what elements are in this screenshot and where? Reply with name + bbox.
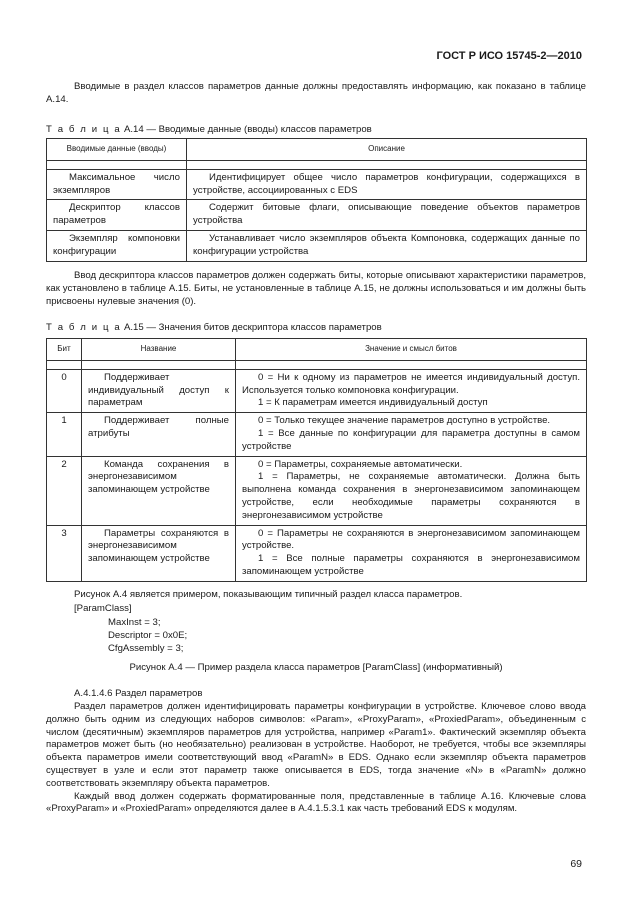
code-line: MaxInst = 3; bbox=[108, 617, 161, 628]
table15-cell-name: Команда сохранения в энергонезависимом запоминающем устройстве bbox=[82, 456, 236, 525]
table14-header-row bbox=[47, 139, 587, 161]
table15-header-name: Название bbox=[82, 339, 236, 361]
table14-cell-name: Экземпляр компоновки конфигурации bbox=[47, 230, 187, 261]
table-row bbox=[47, 525, 587, 581]
table-row bbox=[47, 369, 587, 412]
intro-paragraph: Вводимые в раздел классов параметров данные должны предоставлять информацию, как показано в таблице А.14. bbox=[46, 81, 586, 105]
table14-spacer-row bbox=[47, 160, 587, 169]
table15-spacer-row bbox=[47, 360, 587, 369]
table14-cell-name: Максимальное число экземпляров bbox=[47, 169, 187, 200]
table14-header-inputs: Вводимые данные (вводы) bbox=[47, 139, 187, 161]
table-row bbox=[47, 230, 587, 261]
table14-caption-text: А.14 — Вводимые данные (вводы) классов параметров bbox=[123, 124, 372, 135]
table15-cell-bit: 1 bbox=[47, 413, 82, 456]
table15-header-row bbox=[47, 339, 587, 361]
table15-cell-meaning: 0 = Только текущее значение параметров доступно в устройстве. 1 = Все данные по конфигурации для параметра доступны в самом устройстве bbox=[236, 413, 587, 456]
table15-cell-bit: 3 bbox=[47, 525, 82, 581]
table14-cell-desc: Идентифицирует общее число параметров конфигурации, содержащихся в устройстве, ассоциированных с EDS bbox=[187, 169, 587, 200]
page-number: 69 bbox=[570, 858, 582, 870]
table15-cell-name: Поддерживает полные атрибуты bbox=[82, 413, 236, 456]
body-text bbox=[46, 701, 586, 816]
table14-cell-name: Дескриптор классов параметров bbox=[47, 200, 187, 231]
table-a15 bbox=[46, 338, 587, 582]
table15-caption-text: А.15 — Значения битов дескриптора классов параметров bbox=[123, 322, 382, 333]
figure-intro: Рисунок А.4 является примером, показывающим типичный раздел класса параметров. bbox=[74, 589, 463, 600]
body-paragraph: Раздел параметров должен идентифицировать параметры конфигурации в устройстве. Ключевое слово ввода должно быть одним из следующих наборов символов: «Param», «ProxyParam», «ProxiedParam», объединенным с числом (десятичным) экземпляров параметров для устройства, например «Param1». Фактический экземпляр объекта параметров может быть (но необязательно) реализован в устройстве. Наоборот, не требуется, чтобы все экземпляры объекта параметров имели соответствующий ввод «ParamN» в EDS. Однако если экземпляр объекта параметров существует в узле и если этот параметр также описывается в EDS, тогда значение «N» в «ParamN» должно соответствовать экземпляру объекта параметров. bbox=[46, 701, 586, 789]
table14-caption-prefix: Т а б л и ц а bbox=[46, 124, 122, 135]
mid-paragraph: Ввод дескриптора классов параметров должен содержать биты, которые описывают характеристики параметров, как установлено в таблице А.15. Биты, не установленные в таблице А.15, не должны использоваться и им должны быть присвоены нулевые значения (0). bbox=[46, 270, 586, 307]
body-paragraph: Каждый ввод должен содержать форматированные поля, представленные в таблице А.16. Ключевые слова «ProxyParam» и «ProxiedParam» определяются далее в А.4.1.5.3.1 как часть требований EDS к модулям. bbox=[46, 790, 586, 815]
document-standard-header: ГОСТ Р ИСО 15745-2—2010 bbox=[436, 50, 582, 62]
table14-caption bbox=[46, 124, 372, 137]
table15-header-bit: Бит bbox=[47, 339, 82, 361]
table15-cell-meaning: 0 = Параметры не сохраняются в энергонезависимом запоминающем устройстве. 1 = Все полные параметры сохраняются в энергонезависимом запоминающем устройстве bbox=[236, 525, 587, 581]
table-row bbox=[47, 413, 587, 456]
table15-cell-name: Параметры сохраняются в энергонезависимом запоминающем устройстве bbox=[82, 525, 236, 581]
table15-caption-prefix: Т а б л и ц а bbox=[46, 322, 122, 333]
table14-header-description: Описание bbox=[187, 139, 587, 161]
table15-header-meaning: Значение и смысл битов bbox=[236, 339, 587, 361]
table-a14 bbox=[46, 138, 587, 262]
table15-caption bbox=[46, 322, 382, 335]
table15-cell-name: Поддерживает индивидуальный доступ к параметрам bbox=[82, 369, 236, 412]
table14-cell-desc: Устанавливает число экземпляров объекта Компоновка, содержащих данные по конфигурации устройства bbox=[187, 230, 587, 261]
code-line: Descriptor = 0x0E; bbox=[108, 630, 188, 641]
section-heading: А.4.1.4.6 Раздел параметров bbox=[74, 688, 203, 699]
table15-cell-bit: 2 bbox=[47, 456, 82, 525]
table14-cell-desc: Содержит битовые флаги, описывающие поведение объектов параметров устройства bbox=[187, 200, 587, 231]
table-row bbox=[47, 456, 587, 525]
code-section-header: [ParamClass] bbox=[74, 603, 132, 614]
code-line: CfgAssembly = 3; bbox=[108, 643, 184, 654]
table15-cell-bit: 0 bbox=[47, 369, 82, 412]
table15-cell-meaning: 0 = Ни к одному из параметров не имеется индивидуальный доступ. Используется только компоновка конфигурации. 1 = К параметрам имеется индивидуальный доступ bbox=[236, 369, 587, 412]
table-row bbox=[47, 200, 587, 231]
figure-caption: Рисунок А.4 — Пример раздела класса параметров [ParamClass] (информативный) bbox=[129, 662, 503, 673]
table15-cell-meaning: 0 = Параметры, сохраняемые автоматически. 1 = Параметры, не сохраняемые автоматически. Должна быть выполнена команда сохранения в энергонезависимом запоминающем устройстве, если необходимые параметры сохраняются в энергонезависимом устройстве bbox=[236, 456, 587, 525]
table-row bbox=[47, 169, 587, 200]
